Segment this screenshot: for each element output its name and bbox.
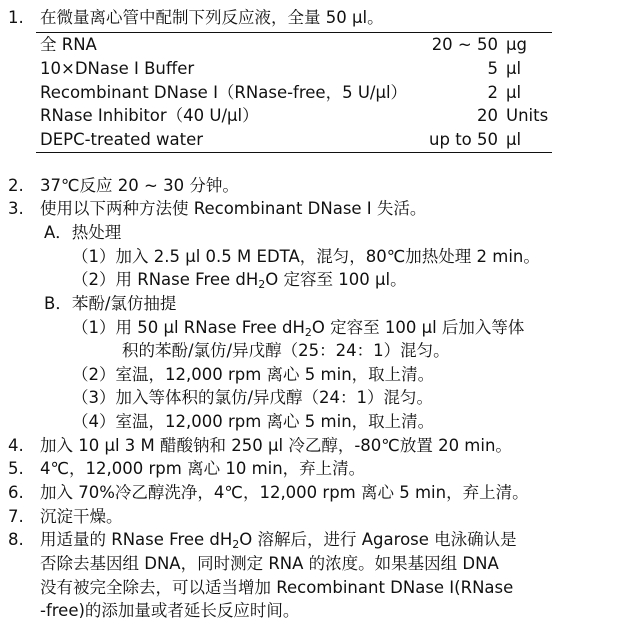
table-row	[36, 81, 552, 105]
reagent-unit: μl	[506, 82, 522, 102]
reagent-amount: up to 50	[429, 130, 498, 150]
method-b-step-2: （2）室温，12,000 rpm 离心 5 min，取上清。	[72, 365, 435, 384]
step-2-text: 37℃反应 20 ~ 30 分钟。	[40, 176, 239, 195]
step-2-number: 2.	[8, 176, 24, 195]
step-8-line-2: 否除去基因组 DNA，同时测定 RNA 的浓度。如果基因组 DNA	[40, 554, 499, 573]
step-4-text: 加入 10 μl 3 M 醋酸钠和 250 μl 冷乙醇，-80℃放置 20 min。	[40, 436, 512, 455]
step-8-line-3: 没有被完全除去，可以适当增加 Recombinant DNase I(RNase	[40, 578, 514, 597]
step-4-number: 4.	[8, 436, 24, 455]
method-a-step-1: （1）加入 2.5 μl 0.5 M EDTA，混匀，80℃加热处理 2 min。	[72, 247, 540, 266]
table-row	[36, 104, 552, 128]
step-5-number: 5.	[8, 459, 24, 478]
step-7-text: 沉淀干燥。	[40, 507, 123, 526]
reagent-unit: μl	[506, 58, 522, 78]
reagent-unit: μl	[506, 130, 522, 150]
method-b-title: B．苯酚/氯仿抽提	[44, 294, 177, 313]
reagent-unit: Units	[506, 106, 549, 126]
step-6-number: 6.	[8, 483, 24, 502]
step-7-number: 7.	[8, 507, 24, 526]
table-row	[36, 57, 552, 81]
step-3-text: 使用以下两种方法使 Recombinant DNase I 失活。	[40, 199, 427, 218]
reagent-name: 全 RNA	[40, 35, 97, 54]
step-5-text: 4℃，12,000 rpm 离心 10 min，弃上清。	[40, 459, 366, 478]
method-b-step-1: （1）用 50 μl RNase Free dH2O 定容至 100 μl 后加入等体	[72, 318, 525, 339]
method-b-step-4: （4）室温，12,000 rpm 离心 5 min，取上清。	[72, 412, 435, 431]
reagent-amount: 20	[477, 106, 498, 126]
table-row	[36, 33, 552, 57]
reagent-name: 10×DNase I Buffer	[40, 58, 195, 78]
method-a-step-2: （2）用 RNase Free dH2O 定容至 100 μl。	[72, 270, 407, 291]
step-8-line-1: 用适量的 RNase Free dH2O 溶解后，进行 Agarose 电泳确认是	[40, 530, 517, 551]
reagent-name: RNase Inhibitor（40 U/μl）	[40, 106, 259, 126]
method-b-step-1-continued: 积的苯酚/氯仿/异戊醇（25：24：1）混匀。	[122, 341, 450, 360]
reagent-name: DEPC-treated water	[40, 130, 204, 150]
reagent-name: Recombinant DNase I（RNase-free，5 U/μl）	[40, 82, 408, 102]
method-a-title: A．热处理	[44, 223, 122, 242]
table-row	[36, 128, 552, 152]
method-b-step-3: （3）加入等体积的氯仿/异戊醇（24：1）混匀。	[72, 388, 434, 407]
step-8-line-4: -free)的添加量或者延长反应时间。	[40, 601, 300, 620]
step-6-text: 加入 70%冷乙醇洗净，4℃，12,000 rpm 离心 5 min，弃上清。	[40, 483, 529, 502]
step-3-number: 3.	[8, 199, 24, 218]
reagent-amount: 2	[487, 82, 498, 102]
reagent-amount: 20 ~ 50	[431, 35, 498, 54]
step-1-text: 在微量离心管中配制下列反应液，全量 50 μl。	[40, 8, 384, 27]
reagent-amount: 5	[487, 58, 498, 78]
reaction-mix-table	[36, 32, 552, 153]
reagent-unit: μg	[506, 35, 527, 54]
step-8-number: 8.	[8, 530, 24, 549]
step-1-number: 1.	[8, 8, 24, 27]
